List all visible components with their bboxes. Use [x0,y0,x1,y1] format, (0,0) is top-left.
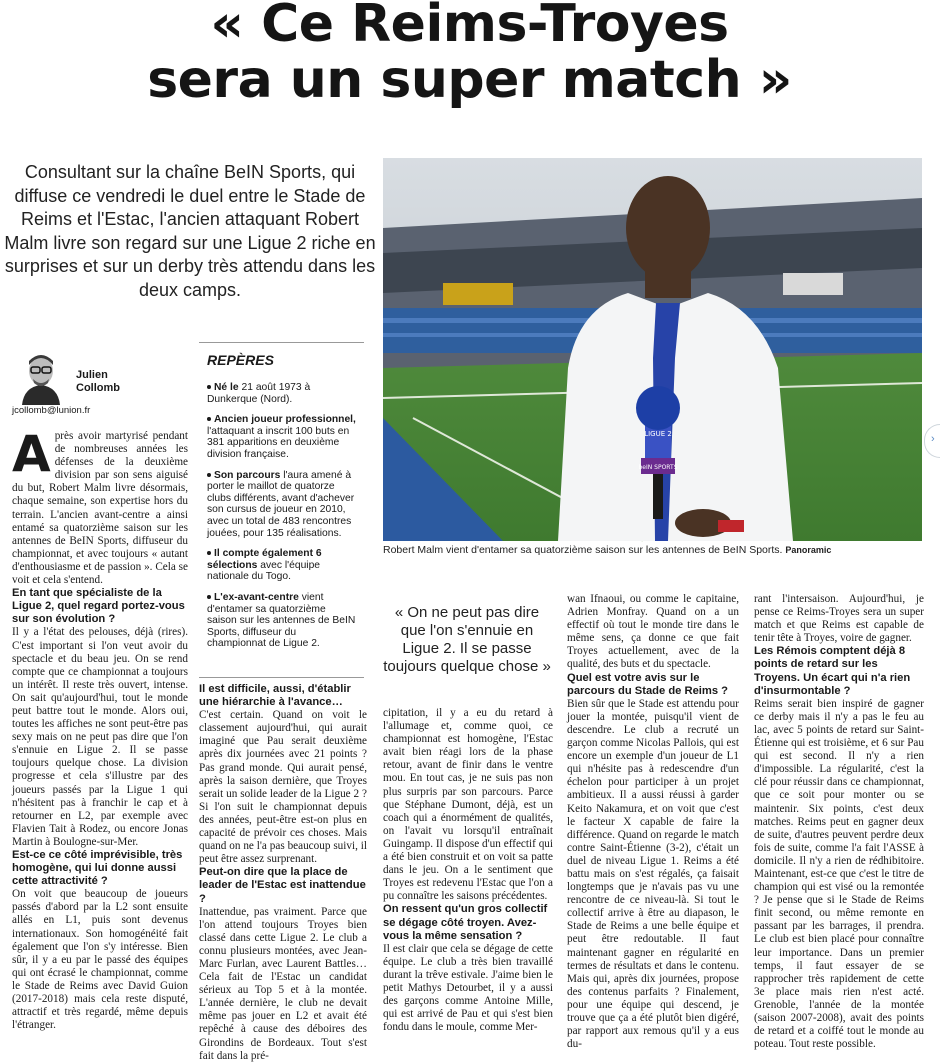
question-6: Quel est votre avis sur le parcours du Stade de Reims ? [567,671,729,697]
answer-7: Reims serait bien inspiré de gagner ce derby mais il n'y a pas le feu au lac, avec 5 points de retard sur Saint-Étienne qui est troisième, et 6 sur Pau qui est second. Il n'y a rien d'impossible. La régularité, c'est la clé pour réussir dans ce championnat, que ce soit pour monter ou se maintenir. Six points, c'est deux matches. Reims peut en gagner deux de suite, d'autres peuvent perdre deux fois de suite, comme l'a fait l'ASSE à domicile. Il n'y a rien de rédhibitoire. Maintenant, est-ce que c'est le titre de champion qui est visé ou la remontée ? Je pense que si le Stade de Reims finit second, ou même remonte en passant par les barrages, il prendra. Le club est bien placé pour connaître leur importance. Dans un premier temps, il faut essayer de se rapprocher très rapidement de cette 3e place mais rien n'est acté. Grenoble, l'année de la montée (saison 2007-2008), avait des points de retard et a coiffé tout le monde au poteau. Tout reste possible. [754,697,924,1051]
answer-5-cont: wan Ifnaoui, ou comme le capitaine, Adrien Monfray. Quand on a un effectif où tout le monde tire dans le même sens, ça donne ce que fait Troyes actuellement, avec de la qualité, des buts et du spectacle. [567,593,739,671]
answer-6: Bien sûr que le Stade est attendu pour jouer la montée, puisqu'il vient de descendre. Le club a recruté un garçon comme Nicolas Pallois, qui est encore un exemple d'un joueur de L1 qui n'hésite pas à redescendre d'un échelon pour participer à un projet ambitieux. Il a aussi réussi à garder Keito Nakamura, et on voit que c'est le facteur X capable de faire la différence. Quand on regarde le match contre Saint-Étienne (3-2), c'était un duel de niveau Ligue 1. Reims a été battu mais on s'est régalés, ça faisait longtemps que je n'avais pas vu une rencontre de ce niveau-là. Si tout le collectif arrive à être au diapason, le Stade de Reims a une belle équipe et peut être redoutable. Il faut maintenant gagner en régularité en termes de résultats et dans le contenu. Mais qui, après dix journées, propose des contenus parfaits ? Finalement, pour une équipe qui descend, je trouve que ça a été plutôt bien digéré, par rapport aux remous qu'il y a eus du- [567,697,739,1051]
answer-5: Il est clair que cela se dégage de cette équipe. Le club a très bien travaillé durant la trêve estivale. J'aime bien le petit Mathys Detourbet, il y a aussi des garçons comme Antoine Mille, qui est arrivé de Pau et qui s'est bien fondu dans le moule, comme Mer- [383,942,553,1034]
drop-cap: A [12,425,51,483]
reperes-item: Né le 21 août 1973 à Dunkerque (Nord). [207,382,311,405]
article-column-2 [199,683,367,1062]
photo-caption [383,544,922,557]
mic-flag-label: beIN SPORTS [638,464,678,471]
article-photo [383,158,922,541]
answer-4-cont: cipitation, il y a eu du retard à l'allumage et, comme quoi, ce championnat est homogène, l'Estac avait bien réagi lors de la phase retour, avant de finir dans le ventre mou. En tout cas, je ne suis pas non plus surpris par son parcours. Parce que Stéphane Dumont, déjà, est un coach qui a énormément de qualités, on l'avait vu lorsqu'il entraînait Guingamp. Il dispose d'un effectif qui a été bien construit et on voit sa patte dans le jeu. On a le sentiment que Troyes est redevenu l'Estac que l'on a pu connaître les saisons précédentes. [383,707,553,903]
reperes-item: L'ex-avant-centre vient d'entamer sa quatorzième saison sur les antennes de BeIN Sports, diffuseur du championnat de Ligue 2. [207,591,356,650]
bullet-icon [207,595,211,599]
author-name [76,369,120,394]
caption-text: Robert Malm vient d'entamer sa quatorzième saison sur les antennes de BeIN Sports. [383,544,783,556]
article-column-3 [383,707,553,1034]
reperes-item: Ancien joueur professionnel, l'attaquant a inscrit 100 buts en 381 apparitions en deuxième division française. [207,414,356,460]
headline-line-2: sera un super match » [147,50,792,110]
next-page-tab[interactable] [924,424,940,458]
question-5: On ressent qu'un gros collectif se dégage côté troyen. Avez-vous la même sensation ? [383,903,548,942]
reperes-list [207,382,357,659]
stadium-photo-illustration [383,158,922,541]
question-4: Peut-on dire que la place de leader de l'Estac est inattendue ? [199,866,366,905]
reperes-item: Son parcours l'aura amené à porter le maillot de quatorze clubs différents, avant d'achever son cursus de joueur en 2010, avec un total de 483 rencontres jouées, pour 135 réalisations. [207,469,355,539]
reperes-item: Il compte également 6 sélections avec l'équipe nationale du Togo. [207,548,322,583]
chevron-right-icon: › [931,433,935,445]
headline [0,0,939,108]
answer-6-cont: rant l'intersaison. Aujourd'hui, je pense ce Reims-Troyes sera un super match et que Reims est capable de tenir tête à Troyes, voire de gagner. [754,593,924,645]
author-first-name: Julien [76,369,108,381]
author-portrait [12,347,70,405]
question-1: En tant que spécialiste de la Ligue 2, quel regard portez-vous sur son évolution ? [12,587,185,626]
pull-quote: « On ne peut pas dire que l'on s'ennuie en Ligue 2. Il se passe toujours quelque chose » [383,604,551,675]
question-3: Il est difficile, aussi, d'établir une hiérarchie à l'avance… [199,683,351,709]
article-column-5 [754,593,924,1051]
article-lead: près avoir martyrisé pendant de nombreuses années les défenses de la deuxième division par son sens aiguisé du but, Robert Malm livre désormais, chaque semaine, son expertise hors du terrain. L'ancien avant-centre a ainsi entamé sa quatorzième saison sur les antennes de BeIN Sports, diffuseur du championnat, et avec toujours « autant d'enthousiasme et de passion ». Cela se voit et cela s'entend. [12,430,188,587]
reperes-bottom-rule [199,677,364,678]
author-portrait-illustration [12,347,70,405]
reperes-top-rule [199,342,364,343]
bullet-icon [207,551,211,555]
question-2: Est-ce ce côté imprévisible, très homogène, qui lui donne aussi cette attractivité ? [12,849,183,888]
bullet-icon [207,473,211,477]
answer-4: Inattendue, pas vraiment. Parce que l'on attend toujours Troyes bien classé dans cette Ligue 2. Le club a connu plusieurs montées, avec Jean-Marc Furlan, avec Laurent Battles… Cela fait de l'Estac un candidat sérieux au Top 5 et à la montée. L'année dernière, le club ne devait même pas jouer en L2 et avait été repêché à cause des déboires des Girondins de Bordeaux. Tout s'est fait dans la pré- [199,905,367,1062]
headline-line-1: « Ce Reims-Troyes [210,0,729,54]
article-column-4 [567,593,739,1051]
question-7: Les Rémois comptent déjà 8 points de retard sur les Troyens. Un écart qui n'a rien d'insurmontable ? [754,645,911,697]
bullet-icon [207,417,211,421]
answer-1: Il y a l'état des pelouses, déjà (rires). C'est important si l'on veut avoir du spectacle et du beau jeu. On se rend compte que ce championnat a toujours un intérêt. Il reste très ouvert, intense. On sait qu'aujourd'hui, tout le monde peut battre tout le monde. Alors oui, toutes les affiches ne sont peut-être pas sexy mais on ne peut pas dire que l'on s'ennuie en Ligue 2. Il se passe toujours quelque chose. La division progresse et cela s'illustre par des joueurs passés par la Ligue 1 qui n'hésitent pas à franchir le cap et à retourner en L2, par exemple avec Flavien Tait à Rodez, ou encore Jonas Martin à Boulogne-sur-Mer. [12,626,188,848]
answer-3: C'est certain. Quand on voit le classement aujourd'hui, qui aurait imaginé que Pau serait deuxième après dix journées avec 21 points ? Pas grand monde. Qui aurait pensé, après la saison dernière, que Troyes serait un solide leader de la Ligue 2 ? Si l'on suit le championnat depuis des années, peut-être est-on plus en capacité de prévoir ces choses. Mais quand on ne l'a pas beaucoup suivi, il peut être assez surprenant. [199,709,367,866]
photo-credit: Panoramic [785,545,832,555]
article-column-1 [12,425,188,1032]
reperes-title: REPÈRES [207,352,274,368]
bullet-icon [207,385,211,389]
author-email[interactable]: jcollomb@lunion.fr [12,405,91,416]
standfirst: Consultant sur la chaîne BeIN Sports, qui diffuse ce vendredi le duel entre le Stade de Reims et l'Estac, l'ancien attaquant Robert Malm livre son regard sur une Ligue 2 riche en surprises et sur un derby très attendu dans les deux camps. [4,162,376,300]
author-last-name: Collomb [76,381,120,394]
answer-2: On voit que beaucoup de joueurs passés d'abord par la L2 sont ensuite allés en L1, puis sont devenus internationaux. Son homogénéité fait également que l'on s'y intéresse. Bien sûr, il y a eu par le passé des équipes qui ont écrasé le championnat, comme le Stade de Reims avec David Guion (2017-2018) mais cela reste disputé, attractif et très regardé, même depuis l'étranger. [12,888,188,1032]
mic-label: LIGUE 2 [644,430,672,438]
